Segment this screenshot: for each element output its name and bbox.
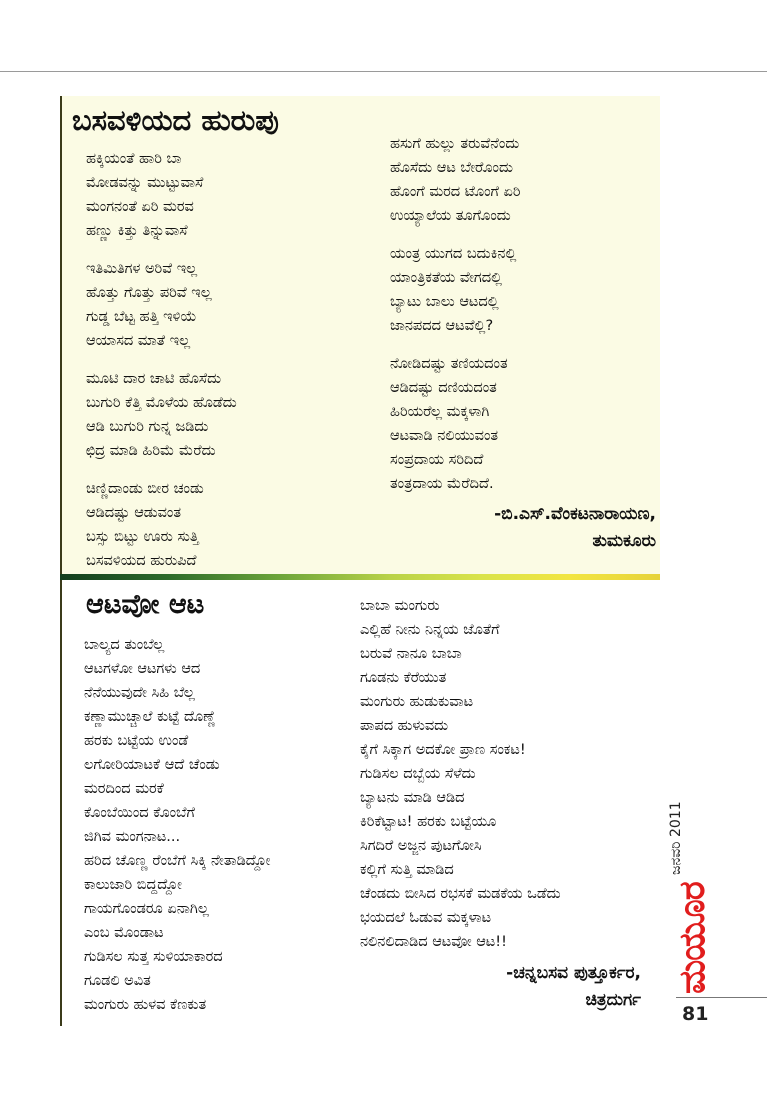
- page-number: 81: [682, 1003, 709, 1025]
- poem1-box-edge: [60, 96, 62, 574]
- poem-line: ಮಂಗುರು ಹುಡುಕುವಾಟ: [360, 694, 474, 710]
- poem2-left-column: [84, 633, 270, 1017]
- poem-line: ಮರದಿಂದ ಮರಕೆ: [84, 781, 164, 797]
- poem-line: ಗಾಯಗೊಂಡರೂ ಏನಾಗಿಲ್ಲ: [84, 901, 209, 917]
- poem-line: ಬಸವಳಿಯದ ಹುರುಪಿದೆ: [86, 553, 197, 569]
- poem2-author-name: -ಚನ್ನಬಸವ ಪುತ್ತೂರ್ಕರ,: [506, 963, 641, 983]
- poem-line: ಪಾಪದ ಹುಳುವದು: [360, 718, 449, 734]
- poem-line: ಕೈಗೆ ಸಿಕ್ಕಾಗ ಅದಕೋ ಪ್ರಾಣ ಸಂಕಟ!: [360, 742, 526, 758]
- stanza: [86, 257, 237, 353]
- poem-line: ಎಂಬ ಮೊಂಡಾಟ: [84, 925, 164, 941]
- poem-line: ನೆನೆಯುವುದೇ ಸಿಹಿ ಬೆಲ್ಲ: [84, 685, 195, 701]
- poem2-title: ಆಟವೋ ಆಟ: [86, 589, 205, 620]
- poem-line: ಉಯ್ಯಾಲೆಯ ತೂಗೊಂದು: [390, 208, 511, 224]
- poem1-author-place: ತುಮಕೂರು: [592, 531, 656, 551]
- poem-line: ಎಲ್ಲಿಹೆ ನೀನು ನಿನ್ನಯ ಜೊತೆಗೆ: [360, 622, 500, 638]
- poem-line: ಬ್ಯಾಟನು ಮಾಡಿ ಆಡಿದ: [360, 790, 465, 806]
- poem1-left-column: [86, 147, 237, 587]
- poem-line: ಯಂತ್ರ ಯುಗದ ಬದುಕಿನಲ್ಲಿ: [390, 246, 517, 262]
- poem-line: ಛಿದ್ರ ಮಾಡಿ ಹಿರಿಮೆ ಮೆರೆದು: [86, 443, 216, 459]
- poem-line: ಹಕ್ಕಿಯಂತೆ ಹಾರಿ ಬಾ: [86, 151, 182, 167]
- poem-line: ಯಾಂತ್ರಿಕತೆಯ ವೇಗದಲ್ಲಿ: [390, 270, 503, 286]
- poem-line: ಆಟಗಳೋ ಆಟಗಳು ಆದ: [84, 661, 201, 677]
- poem-line: ಆಟವಾಡಿ ನಲಿಯುವಂತ: [390, 428, 499, 444]
- stanza: [390, 242, 521, 338]
- poem-line: ಆಯಾಸದ ಮಾತೆ ಇಲ್ಲ: [86, 333, 191, 349]
- poem-line: ಬಸ್ಸು ಬಿಟ್ಟು ಊರು ಸುತ್ತಿ: [86, 529, 199, 545]
- stanza: [390, 132, 521, 228]
- poem-line: ಲಗೋರಿಯಾಟಕೆ ಆದೆ ಚೆಂಡು: [84, 757, 220, 773]
- poem-line: ಹೊಸೆದು ಆಟ ಬೇರೊಂದು: [390, 160, 513, 176]
- poem-line: ತಂತ್ರದಾಯ ಮೆರೆದಿದೆ.: [390, 476, 494, 492]
- poem-line: ಹಸುಗೆ ಹುಲ್ಲು ತರುವೆನೆಂದು: [390, 136, 520, 152]
- poem-line: ಹೊತ್ತು ಗೊತ್ತು ಪರಿವೆ ಇಲ್ಲ: [86, 285, 212, 301]
- poem-line: ಬ್ಯಾಟು ಬಾಲು ಆಟದಲ್ಲಿ: [390, 294, 499, 310]
- page-number-rule: [676, 997, 767, 998]
- poem-line: ಕಿರಿಕೆಟ್ಟಾಟ! ಹರಕು ಬಟ್ಟೆಯೂ: [360, 814, 497, 830]
- poem-line: ಸಂಪ್ರದಾಯ ಸರಿದಿದೆ: [390, 452, 484, 468]
- poem-line: ಬರುವೆ ನಾನೂ ಬಾಬಾ: [360, 646, 462, 662]
- poem-line: ಚಿಣ್ಣಿದಾಂಡು ಬೀರ ಚಂಡು: [86, 481, 204, 497]
- poem-line: ಹಿರಿಯರೆಲ್ಲ ಮಕ್ಕಳಾಗಿ: [390, 404, 490, 420]
- stanza: [86, 147, 237, 243]
- poem-line: ಜಿಗಿವ ಮಂಗನಾಟ...: [84, 829, 181, 845]
- issue-date: ಜನವರಿ 2011: [668, 801, 684, 875]
- poem-line: ಗುಡಿಸಲ ಸುತ್ತ ಸುಳಿಯಾಕಾರದ: [84, 949, 223, 965]
- poem-line: ಬುಗುರಿ ಕೆತ್ತಿ ಮೊಳೆಯ ಹೊಡೆದು: [86, 395, 237, 411]
- poem-line: ಸಿಗದಿರೆ ಅಜ್ಜನ ಪುಟಗೋಸಿ: [360, 838, 482, 854]
- poem-line: ಕಾಲುಜಾರಿ ಬಿದ್ದದ್ದೋ: [84, 877, 182, 893]
- poem1-title: ಬಸವಳಿಯದ ಹುರುಪು: [72, 103, 279, 137]
- poem-line: ಭಯದಲೆ ಓಡುವ ಮಕ್ಕಳಾಟ: [360, 910, 492, 926]
- poem-line: ಕಣ್ಣಾಮುಚ್ಚಾಲೆ ಕುಟ್ಟೆ ದೊಣ್ಣೆ: [84, 709, 216, 725]
- poem-line: ಮೋಡವನ್ನು ಮುಟ್ಟುವಾಸೆ: [86, 175, 204, 191]
- poem-line: ಹೊಂಗೆ ಮರದ ಟೊಂಗೆ ಏರಿ: [390, 184, 521, 200]
- poem2-right-column: [360, 594, 561, 954]
- poem-line: ಬಾಲ್ಯದ ತುಂಬೆಲ್ಲ: [84, 637, 165, 653]
- poem-line: ಕೊಂಬೆಯಿಂದ ಕೊಂಬೆಗೆ: [84, 805, 195, 821]
- poem-line: ಮಂಗುರು ಹುಳವ ಕೆಣಕುತ: [84, 997, 207, 1013]
- stanza: [390, 352, 521, 496]
- poem-line: ಆಡಿದಷ್ಟು ಆಡುವಂತ: [86, 505, 182, 521]
- stanza: [86, 477, 237, 573]
- poem2-box-edge: [60, 580, 62, 1026]
- poem1-right-column: [390, 132, 521, 510]
- poem-line: ಮಂಗನಂತೆ ಏರಿ ಮರವ: [86, 199, 194, 215]
- poem-line: ಆಡಿದಷ್ಟು ದಣಿಯದಂತ: [390, 380, 497, 396]
- poem-line: ಚೆಂಡದು ಬೀಸಿದ ರಭಸಕೆ ಮಡಕೆಯ ಒಡೆದು: [360, 886, 561, 902]
- poem-line: ಹಣ್ಣು ಕಿತ್ತು ತಿನ್ನುವಾಸೆ: [86, 223, 188, 239]
- poem-line: ಹರಕು ಬಟ್ಟೆಯ ಉಂಡೆ: [84, 733, 189, 749]
- poem-line: ಗೂಡನು ಕೆರೆಯುತ: [360, 670, 447, 686]
- top-rule: [0, 71, 767, 72]
- poem-line: ಕಲ್ಲಿಗೆ ಸುತ್ತಿ ಮಾಡಿದ: [360, 862, 454, 878]
- stanza: [86, 367, 237, 463]
- poem-line: ಮೂಟಿ ದಾರ ಚಾಟಿ ಹೊಸೆದು: [86, 371, 222, 387]
- magazine-brand: ಮಯೂರ: [672, 882, 713, 994]
- poem-line: ಜಾನಪದದ ಆಟವೆಲ್ಲಿ?: [390, 318, 494, 334]
- poem-line: ಗುಡಿಸಲ ದಬ್ಬೆಯ ಸೆಳೆದು: [360, 766, 476, 782]
- poem-line: ಹರಿದ ಚೊಣ್ಣ ರೆಂಬೆಗೆ ಸಿಕ್ಕಿ ನೇತಾಡಿದ್ದೋ: [84, 853, 271, 869]
- poem-line: ನಲಿನಲಿದಾಡಿದ ಆಟವೋ ಆಟ!!: [360, 934, 507, 950]
- poem-line: ಬಾಬಾ ಮಂಗುರು: [360, 598, 440, 614]
- poem-line: ಆಡಿ ಬುಗುರಿ ಗುನ್ನ ಜಡಿದು: [86, 419, 209, 435]
- poem-line: ಇತಿಮಿತಿಗಳ ಅರಿವೆ ಇಲ್ಲ: [86, 261, 198, 277]
- poem1-author-name: -ಬಿ.ಎಸ್.ವೆಂಕಟನಾರಾಯಣ,: [494, 504, 656, 524]
- poem-line: ಗೂಡಲಿ ಅವಿತ: [84, 973, 151, 989]
- poem-line: ನೋಡಿದಷ್ಟು ತಣಿಯದಂತ: [390, 356, 508, 372]
- poem-line: ಗುಡ್ಡ ಬೆಟ್ಟ ಹತ್ತಿ ಇಳಿಯೆ: [86, 309, 197, 325]
- poem2-author-place: ಚಿತ್ರದುರ್ಗ: [585, 990, 641, 1010]
